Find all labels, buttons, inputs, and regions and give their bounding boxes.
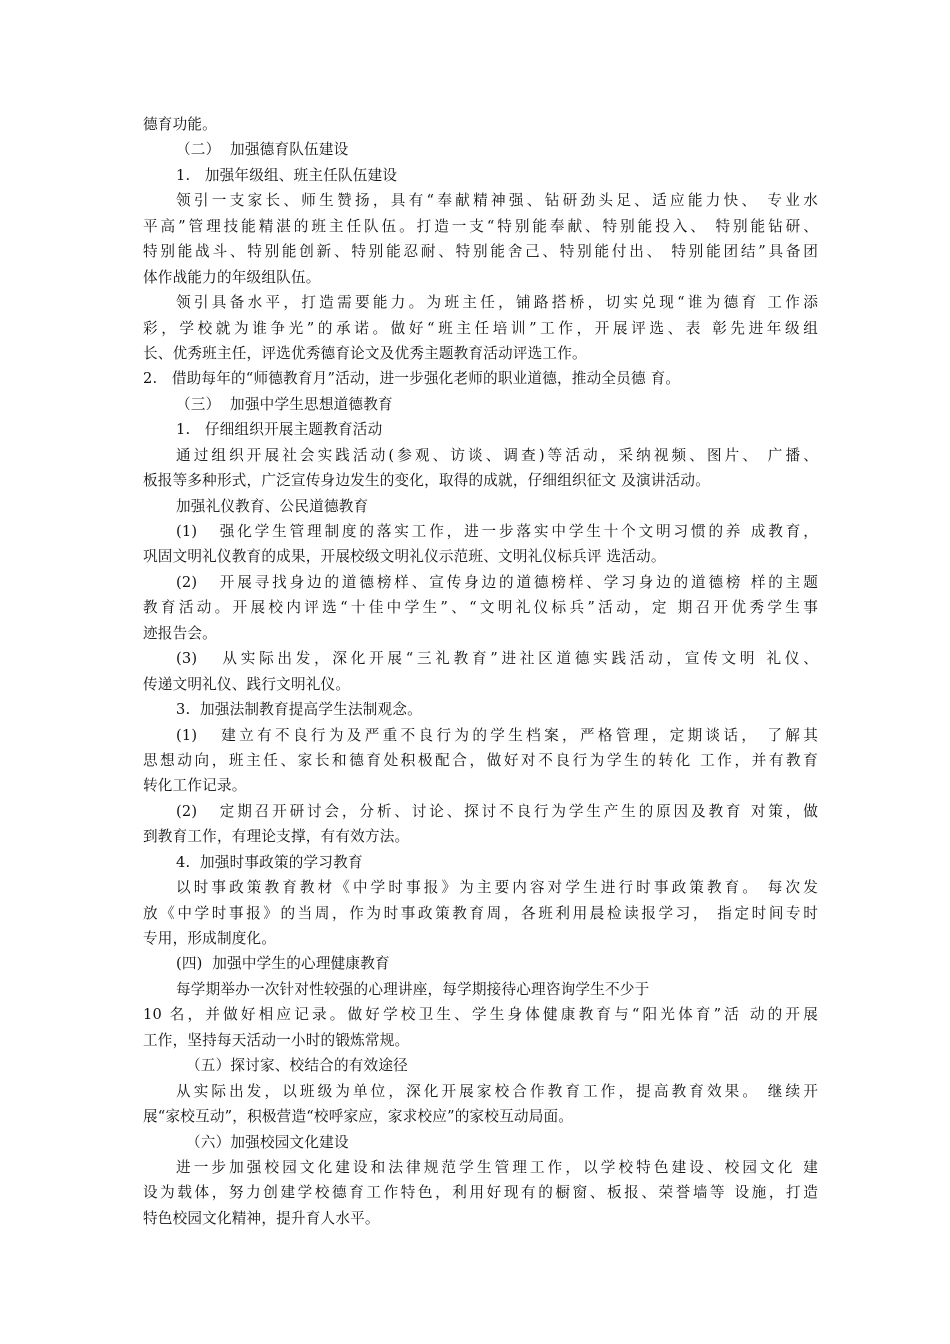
text-line: 专用，形成制度化。	[143, 930, 277, 947]
text-line: 从实际出发，以班级为单位，深化开展家校合作教育工作，提高教育效果。 继续开	[176, 1082, 818, 1100]
text-line: 板报等多种形式，广泛宣传身边发生的变化，取得的成就，仔细组织征文 及演讲活动。	[143, 472, 711, 490]
text-line: 展“家校互动”，积极营造“校呼家应，家求校应”的家校互动局面。	[143, 1108, 574, 1126]
text-line: 进一步加强校园文化建设和法律规范学生管理工作，以学校特色建设、校园文化 建	[176, 1158, 818, 1176]
text-line: 彩，学校就为谁争光”的承诺。做好“班主任培训”工作，开展评选、表 彰先进年级组	[143, 319, 818, 337]
section-heading-3: （三） 加强中学生思想道德教育	[176, 395, 393, 413]
text-line: (1) 强化学生管理制度的落实工作，进一步落实中学生十个文明习惯的养 成教育，	[176, 523, 818, 540]
subheading: 1. 加强年级组、班主任队伍建设	[176, 166, 398, 184]
text-line: (3) 从实际出发，深化开展“三礼教育”进社区道德实践活动，宣传文明 礼仪、	[176, 650, 818, 668]
text-line: (1) 建立有不良行为及严重不良行为的学生档案，严格管理，定期谈话， 了解其	[176, 726, 818, 744]
text-line: 迹报告会。	[143, 624, 217, 642]
text-line: 平高”管理技能精湛的班主任队伍。打造一支“特别能奉献、特别能投入、 特别能钻研、	[143, 217, 818, 235]
text-line: 到教育工作，有理论支撑，有有效方法。	[143, 828, 410, 846]
text-line: 巩固文明礼仪教育的成果，开展校级文明礼仪示范班、文明礼仪标兵评 选活动。	[143, 548, 666, 566]
text-line: 领引一支家长、师生赞扬，具有“奉献精神强、钻研劲头足、适应能力快、 专业水	[176, 192, 818, 210]
text-line: 领引具备水平，打造需要能力。为班主任，铺路搭桥，切实兑现“谁为德育 工作添	[176, 294, 818, 312]
text-line: 特色校园文化精神，提升育人水平。	[143, 1209, 380, 1227]
text-line: 转化工作记录。	[143, 777, 247, 795]
section-heading-2: （二） 加强德育队伍建设	[176, 141, 349, 159]
text-line: 体作战能力的年级组队伍。	[143, 268, 321, 286]
text-line: 传递文明礼仪、践行文明礼仪。	[143, 675, 351, 693]
text-line: 思想动向，班主任、家长和德育处积极配合，做好对不良行为学生的转化 工作，并有教育	[143, 751, 818, 769]
subheading: 3. 加强法制教育提高学生法制观念。	[176, 701, 422, 719]
text-line: 长、优秀班主任，评选优秀德育论文及优秀主题教育活动评选工作。	[143, 344, 587, 362]
text-line: 每学期举办一次针对性较强的心理讲座，每学期接待心理咨询学生不少于	[176, 980, 650, 998]
subheading: 加强礼仪教育、公民道德教育	[176, 497, 369, 515]
section-heading-5: （五）探讨家、校结合的有效途径	[186, 1057, 408, 1075]
section-heading-6: （六）加强校园文化建设	[186, 1133, 349, 1151]
text-line: 放《中学时事报》的当周，作为时事政策教育周，各班利用晨检读报学习， 指定时间专时	[143, 904, 818, 922]
subheading: 1. 仔细组织开展主题教育活动	[176, 421, 383, 439]
document-body	[143, 112, 818, 1231]
text-line: 通过组织开展社会实践活动(参观、访谈、调查)等活动，采纳视频、图片、 广播、	[176, 446, 818, 464]
text-line: 特别能战斗、特别能创新、特别能忍耐、特别能舍己、特别能付出、 特别能团结”具备团	[143, 243, 818, 261]
text-line: 德育功能。	[143, 116, 217, 133]
text-line: (2) 开展寻找身边的道德榜样、宣传身边的道德榜样、学习身边的道德榜 样的主题	[176, 573, 818, 591]
text-line: (2) 定期召开研讨会，分析、讨论、探讨不良行为学生产生的原因及教育 对策，做	[176, 802, 818, 820]
text-line: 教育活动。开展校内评选“十佳中学生”、“文明礼仪标兵”活动，定 期召开优秀学生事	[143, 599, 818, 617]
text-line: 10 名，并做好相应记录。做好学校卫生、学生身体健康教育与“阳光体育”活 动的开展	[143, 1006, 818, 1024]
text-line: 2. 借助每年的“师德教育月”活动，进一步强化老师的职业道德，推动全员德 育。	[143, 370, 681, 388]
section-heading-4: (四) 加强中学生的心理健康教育	[176, 955, 390, 973]
subheading: 4. 加强时事政策的学习教育	[176, 853, 363, 871]
text-line: 设为载体，努力创建学校德育工作特色，利用好现有的橱窗、板报、荣誉墙等 设施，打造	[143, 1184, 818, 1202]
text-line: 工作，坚持每天活动一小时的锻炼常规。	[143, 1031, 410, 1049]
text-line: 以时事政策教育教材《中学时事报》为主要内容对学生进行时事政策教育。 每次发	[176, 879, 818, 897]
